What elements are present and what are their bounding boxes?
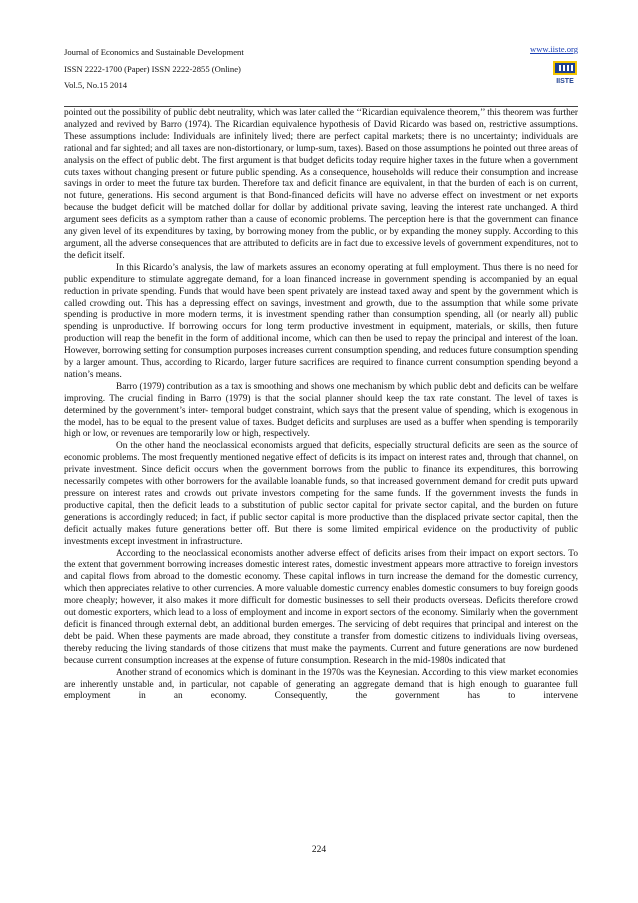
header-divider — [64, 106, 578, 107]
journal-url-link[interactable]: www.iiste.org — [530, 44, 578, 54]
paragraph: Another strand of economics which is dominant in the 1970s was the Keynesian. According to this view market economies are inherently unstable and, in particular, not capable of generating an aggregate demand that is high enough to guarantee full employment in an economy. Consequently, the government has to intervene — [64, 667, 578, 702]
issn-line: ISSN 2222-1700 (Paper) ISSN 2222-2855 (Online) — [64, 63, 241, 74]
logo-text: IISTE — [556, 78, 574, 85]
paragraph: On the other hand the neoclassical economists argued that deficits, especially structural deficits are seen as the source of economic problems. The most frequently mentioned negative effect of deficits is its impact on interest rates and, through that channel, on private investment. Since deficit occurs when the government borrows from the public to finance its expenditures, this borrowing necessarily competes with other borrowers for the available loanable funds, so that increased government demand for credit puts upward pressure on interest rates and crowds out private investors competing for the same funds. If the government invests the funds in productive capital, then the deficit leads to a substitution of public sector capital for private sector capital, and the burden on future generations is accordingly reduced; in fact, if public sector capital is more productive than the displaced private sector capital, then the deficit actually makes future generations better off. But there is some limited empirical evidence on the productivity of public investments except investment in infrastructure. — [64, 441, 578, 547]
journal-title: Journal of Economics and Sustainable Development — [64, 47, 244, 57]
paragraph: pointed out the possibility of public debt neutrality, which was later called the ‘‘Ricardian equivalence theorem,’’ this theorem was further analyzed and revived by Barro (1974). The Ricardian equivalence hypothesis of David Ricardo was based on, restrictive assumptions. These assumptions include: Individuals are infinitely lived; there are perfect capital markets; there is no uncertainty; individuals are rational and far sighted; and all taxes are non-distortionary, or lump-sum, taxes). Based on those assumptions he pointed out three areas of analysis on the effect of public debt. The first argument is that budget deficits today require higher taxes in the future when a government cuts taxes without changing present or future public spending. As a consequence, households will reduce their consumption and increase savings in order to meet the future tax burden. Therefore tax and deficit finance are equivalent, in that the burden of each is on current, not future, generations. His second argument is that Bond-financed deficits will have no adverse effect on investment or net exports because the budget deficit will be matched dollar for dollar by additional private saving, leaving the interest rate unchanged. A third argument sees deficits as a symptom rather than a cause of economic problems. The perception here is that the government can finance any given level of its expenditures by taxing, by borrowing money from the public, or by expanding the money supply. According to this argument, all the adverse consequences that are attributed to deficits are in fact due to excessive levels of government expenditures, not to the deficit itself. — [64, 108, 578, 261]
page-header — [64, 44, 578, 104]
article-body — [64, 108, 578, 703]
paragraph: In this Ricardo’s analysis, the law of markets assures an economy operating at full employment. Thus there is no need for public expenditure to stimulate aggregate demand, for a loan financed increase in government spending is accompanied by an equal reduction in private spending. Funds that would have been spent privately are instead taxed away and spent by the government which is called crowding out. This has a depressing effect on savings, investment and growth, due to the assumption that while some private spending is productive in more modern terms, it is investment spending rather than consumption spending, all (or nearly all) public spending is unproductive. If borrowing occurs for long term productive investment in equipment, materials, or skills, then future production will reap the benefit in the form of additional income, which can then be used to repay the principal and interest of the loan. However, borrowing setting for consumption purposes increases current consumption spending, and reduces future consumption spending by a larger amount. Thus, according to Ricardo, larger future sacrifices are required to finance current consumption spending beyond a nation’s means. — [64, 262, 578, 380]
paragraph: According to the neoclassical economists another adverse effect of deficits arises from their impact on export sectors. To the extent that government borrowing increases domestic interest rates, domestic investment appears more attractive to foreign investors and capital flows from abroad to the domestic economy. These capital inflows in turn increase the demand for the domestic currency, which then appreciates relative to other currencies. A more valuable domestic currency enables domestic consumers to buy foreign goods more cheaply; however, it also makes it more difficult for domestic businesses to sell their products overseas. Deficits therefore crowd out domestic exporters, which lead to a loss of employment and income in export sectors of the economy. Similarly when the government deficit is financed through external debt, an additional burden emerges. The servicing of debt requires that principal and interest on the debt be paid. When these payments are made abroad, they constitute a transfer from domestic citizens to individuals living overseas, thereby reducing the living standards of those citizens that must make the payments. Current and future generations are now burdened because current consumption increases at the expense of future consumption. Research in the mid-1980s indicated that — [64, 548, 578, 666]
iiste-logo — [552, 60, 578, 86]
page-number: 224 — [311, 845, 327, 855]
volume-line: Vol.5, No.15 2014 — [64, 80, 128, 90]
paragraph: Barro (1979) contribution as a tax is smoothing and shows one mechanism by which public debt and deficits can be welfare improving. The crucial finding in Barro (1979) is that the social planner should keep the tax rate constant. The level of taxes is determined by the government’s inter- temporal budget constraint, which says that the present value of spending, which is exogenous in the model, has to be equal to the present value of taxes. Budget deficits and surpluses are used as a buffer when spending is temporarily high or low, or revenues are temporarily low or high, respectively. — [64, 381, 578, 440]
